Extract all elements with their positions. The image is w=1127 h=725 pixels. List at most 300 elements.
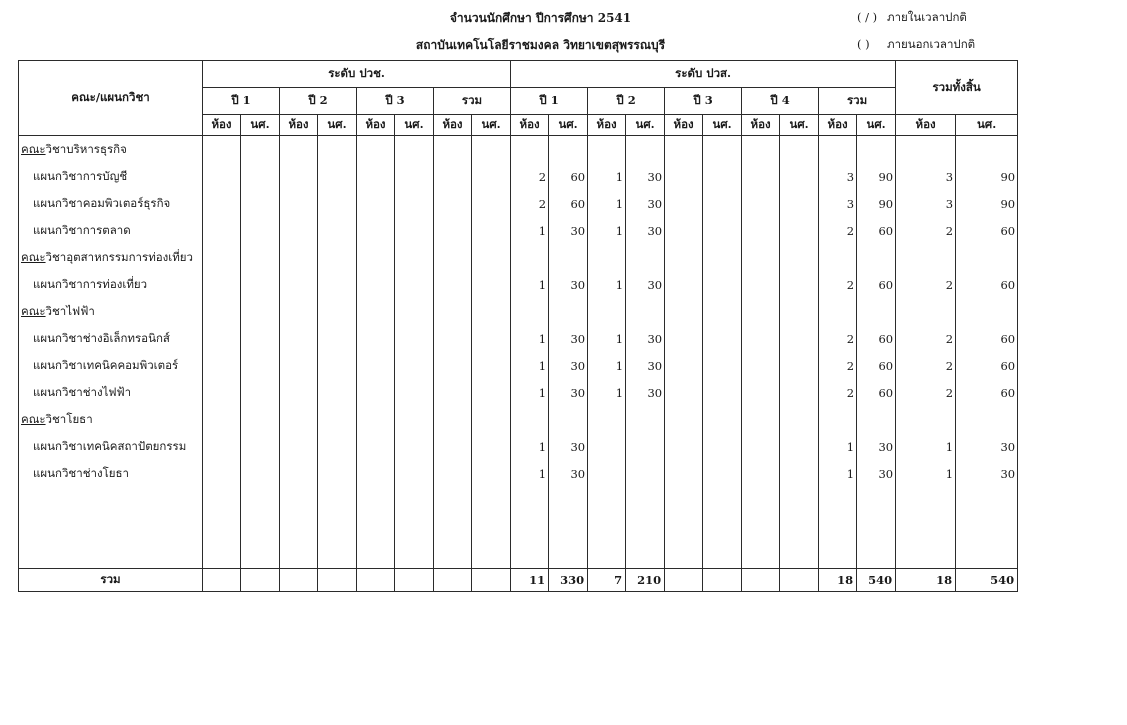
room-count-cell <box>203 190 241 217</box>
room-count-cell: 3 <box>819 163 857 190</box>
room-count-cell <box>203 244 241 271</box>
student-count-cell <box>241 271 280 298</box>
faculty-prefix: คณะ <box>21 141 46 156</box>
room-count-cell <box>665 433 703 460</box>
student-count-cell <box>472 190 511 217</box>
student-count-cell: 60 <box>549 190 588 217</box>
room-count-cell <box>357 163 395 190</box>
room-count-cell <box>742 163 780 190</box>
room-count-cell: 1 <box>588 163 626 190</box>
room-count-cell: 1 <box>511 352 549 379</box>
student-count-cell <box>703 487 742 514</box>
student-count-cell <box>703 325 742 352</box>
room-count-cell <box>203 406 241 433</box>
room-count-cell <box>896 136 956 164</box>
pvs-total-header: รวม <box>819 88 896 115</box>
room-count-cell <box>434 163 472 190</box>
student-count-cell: 60 <box>857 325 896 352</box>
student-count-cell: 90 <box>857 163 896 190</box>
student-count-cell <box>703 190 742 217</box>
room-count-cell: 2 <box>896 217 956 244</box>
department-name: แผนกวิชาเทคนิคสถาปัตยกรรม <box>19 433 203 460</box>
room-count-cell <box>896 487 956 514</box>
student-count-cell <box>395 163 434 190</box>
sub-header-student: นศ. <box>626 115 665 136</box>
room-count-cell <box>434 433 472 460</box>
student-count-cell: 30 <box>549 433 588 460</box>
room-count-cell <box>742 271 780 298</box>
student-count-cell <box>472 379 511 406</box>
room-count-cell <box>896 541 956 569</box>
student-count-cell <box>780 190 819 217</box>
sub-header-student: นศ. <box>956 115 1018 136</box>
faculty-column-header: คณะ/แผนกวิชา <box>19 61 203 136</box>
student-count-cell <box>241 433 280 460</box>
sub-header-student: นศ. <box>549 115 588 136</box>
room-count-cell <box>434 379 472 406</box>
faculty-name <box>19 406 203 433</box>
student-count-cell: 60 <box>857 352 896 379</box>
room-count-cell <box>588 406 626 433</box>
room-count-cell <box>665 217 703 244</box>
student-count-cell <box>780 487 819 514</box>
student-count-cell: 90 <box>956 163 1018 190</box>
room-count-cell <box>203 325 241 352</box>
room-count-cell: 1 <box>511 433 549 460</box>
student-count-cell <box>241 190 280 217</box>
room-count-cell <box>742 514 780 541</box>
pvs-year-header: ปี 3 <box>665 88 742 115</box>
room-count-cell <box>280 487 318 514</box>
department-row <box>19 271 1018 298</box>
student-count-cell <box>703 541 742 569</box>
student-count-cell <box>626 460 665 487</box>
room-count-cell: 1 <box>511 271 549 298</box>
room-count-cell <box>665 244 703 271</box>
student-count-cell <box>318 460 357 487</box>
option-out-mark: ( ) <box>857 37 870 51</box>
room-count-cell <box>203 298 241 325</box>
student-count-cell <box>956 406 1018 433</box>
total-room-cell: 7 <box>588 569 626 592</box>
room-count-cell <box>665 406 703 433</box>
student-count-cell <box>241 487 280 514</box>
student-count-cell <box>780 298 819 325</box>
room-count-cell: 1 <box>588 379 626 406</box>
student-count-cell <box>549 487 588 514</box>
room-count-cell <box>357 406 395 433</box>
student-count-cell <box>857 406 896 433</box>
student-count-cell <box>395 379 434 406</box>
room-count-cell <box>280 433 318 460</box>
pvc-total-header: รวม <box>434 88 511 115</box>
student-count-cell <box>318 406 357 433</box>
room-count-cell: 2 <box>511 190 549 217</box>
room-count-cell <box>280 298 318 325</box>
room-count-cell <box>588 244 626 271</box>
room-count-cell <box>203 352 241 379</box>
room-count-cell <box>665 460 703 487</box>
room-count-cell: 1 <box>511 379 549 406</box>
student-count-cell <box>780 433 819 460</box>
faculty-name <box>19 298 203 325</box>
student-count-cell <box>395 244 434 271</box>
pvc-level-header: ระดับ ปวช. <box>203 61 511 88</box>
student-count-cell <box>472 487 511 514</box>
student-count-cell: 30 <box>626 190 665 217</box>
room-count-cell <box>742 379 780 406</box>
student-count-cell: 60 <box>956 217 1018 244</box>
student-count-cell <box>780 271 819 298</box>
room-count-cell: 3 <box>896 163 956 190</box>
student-count-cell <box>857 541 896 569</box>
room-count-cell <box>357 541 395 569</box>
student-count-cell <box>703 460 742 487</box>
room-count-cell <box>665 514 703 541</box>
total-student-cell <box>472 569 511 592</box>
student-count-cell <box>472 406 511 433</box>
blank-row <box>19 541 1018 569</box>
student-count-cell <box>395 271 434 298</box>
student-count-cell <box>318 136 357 164</box>
student-count-cell: 60 <box>549 163 588 190</box>
student-count-cell <box>626 136 665 164</box>
room-count-cell <box>819 136 857 164</box>
room-count-cell <box>742 406 780 433</box>
student-count-cell <box>549 136 588 164</box>
department-name: แผนกวิชาการบัญชี <box>19 163 203 190</box>
student-count-cell <box>472 271 511 298</box>
room-count-cell: 2 <box>896 325 956 352</box>
total-room-cell: 18 <box>819 569 857 592</box>
student-count-cell <box>780 514 819 541</box>
faculty-prefix: คณะ <box>21 303 46 318</box>
student-count-cell <box>395 217 434 244</box>
room-count-cell <box>434 460 472 487</box>
room-count-cell <box>434 298 472 325</box>
option-out-label: ภายนอกเวลาปกติ <box>887 37 976 51</box>
student-count-cell: 30 <box>549 352 588 379</box>
student-count-cell: 30 <box>626 217 665 244</box>
room-count-cell: 2 <box>819 325 857 352</box>
student-count-cell <box>472 541 511 569</box>
room-count-cell <box>742 244 780 271</box>
total-student-cell: 540 <box>956 569 1018 592</box>
student-count-cell <box>780 460 819 487</box>
student-count-cell: 30 <box>626 271 665 298</box>
room-count-cell <box>588 298 626 325</box>
room-count-cell: 1 <box>819 460 857 487</box>
room-count-cell <box>742 433 780 460</box>
student-count-cell <box>395 325 434 352</box>
room-count-cell <box>588 136 626 164</box>
student-count-cell <box>703 163 742 190</box>
pvc-year-header: ปี 3 <box>357 88 434 115</box>
room-count-cell <box>280 325 318 352</box>
student-count-cell <box>780 325 819 352</box>
room-count-cell <box>665 352 703 379</box>
total-room-cell <box>280 569 318 592</box>
option-in-mark: ( / ) <box>857 10 878 24</box>
department-name: แผนกวิชาคอมพิวเตอร์ธุรกิจ <box>19 190 203 217</box>
institution-name: สถาบันเทคโนโลยีราชมงคล วิทยาเขตสุพรรณบุรี <box>415 38 666 52</box>
room-count-cell <box>511 244 549 271</box>
student-count-cell: 60 <box>956 352 1018 379</box>
student-count-cell <box>318 163 357 190</box>
department-name: แผนกวิชาช่างอิเล็กทรอนิกส์ <box>19 325 203 352</box>
room-count-cell <box>742 460 780 487</box>
student-count-cell <box>780 217 819 244</box>
student-count-cell: 60 <box>956 379 1018 406</box>
department-name: แผนกวิชาการท่องเที่ยว <box>19 271 203 298</box>
student-count-cell <box>241 460 280 487</box>
room-count-cell <box>357 271 395 298</box>
student-count-cell <box>956 298 1018 325</box>
room-count-cell: 2 <box>896 379 956 406</box>
student-count-cell <box>472 460 511 487</box>
student-count-cell: 30 <box>956 460 1018 487</box>
student-count-cell <box>549 514 588 541</box>
room-count-cell: 1 <box>588 325 626 352</box>
student-count-cell <box>395 433 434 460</box>
student-count-cell <box>395 541 434 569</box>
room-count-cell <box>742 325 780 352</box>
sub-header-student: นศ. <box>780 115 819 136</box>
room-count-cell <box>203 433 241 460</box>
student-count-cell: 30 <box>857 433 896 460</box>
faculty-row <box>19 406 1018 433</box>
room-count-cell <box>665 136 703 164</box>
room-count-cell: 2 <box>511 163 549 190</box>
sub-header-room: ห้อง <box>742 115 780 136</box>
student-count-cell <box>626 244 665 271</box>
faculty-row <box>19 136 1018 164</box>
student-count-cell <box>780 244 819 271</box>
student-count-cell <box>395 460 434 487</box>
room-count-cell <box>819 514 857 541</box>
student-count-cell <box>703 406 742 433</box>
room-count-cell: 1 <box>511 460 549 487</box>
room-count-cell <box>280 163 318 190</box>
grand-total-header: รวมทั้งสิ้น <box>896 61 1018 115</box>
student-count-cell: 30 <box>626 163 665 190</box>
student-count-cell <box>857 487 896 514</box>
student-count-cell: 90 <box>956 190 1018 217</box>
room-count-cell: 1 <box>588 352 626 379</box>
student-count-cell <box>395 136 434 164</box>
room-count-cell <box>434 244 472 271</box>
room-count-cell: 1 <box>896 433 956 460</box>
student-count-cell: 30 <box>549 271 588 298</box>
student-count-cell <box>241 298 280 325</box>
room-count-cell <box>511 514 549 541</box>
student-count-cell <box>956 514 1018 541</box>
room-count-cell: 1 <box>511 325 549 352</box>
student-count-cell <box>703 217 742 244</box>
room-count-cell <box>511 298 549 325</box>
sub-header-room: ห้อง <box>357 115 395 136</box>
room-count-cell <box>280 271 318 298</box>
sub-header-room: ห้อง <box>280 115 318 136</box>
room-count-cell <box>588 433 626 460</box>
room-count-cell <box>742 136 780 164</box>
student-count-table <box>18 60 1018 592</box>
student-count-cell <box>318 379 357 406</box>
room-count-cell <box>434 541 472 569</box>
student-count-cell <box>626 541 665 569</box>
department-name: แผนกวิชาเทคนิคคอมพิวเตอร์ <box>19 352 203 379</box>
pvc-year-header: ปี 1 <box>203 88 280 115</box>
room-count-cell <box>280 379 318 406</box>
room-count-cell <box>280 514 318 541</box>
student-count-cell: 60 <box>956 325 1018 352</box>
sub-header-room: ห้อง <box>511 115 549 136</box>
student-count-cell: 60 <box>956 271 1018 298</box>
room-count-cell <box>357 460 395 487</box>
student-count-cell: 90 <box>857 190 896 217</box>
student-count-cell <box>318 298 357 325</box>
pvs-level-header: ระดับ ปวส. <box>511 61 896 88</box>
room-count-cell <box>203 217 241 244</box>
student-count-cell <box>549 541 588 569</box>
room-count-cell <box>434 406 472 433</box>
student-count-cell <box>241 379 280 406</box>
room-count-cell <box>357 244 395 271</box>
room-count-cell <box>819 244 857 271</box>
student-count-cell <box>626 487 665 514</box>
room-count-cell <box>280 244 318 271</box>
student-count-cell <box>780 136 819 164</box>
student-count-cell <box>472 325 511 352</box>
student-count-cell <box>703 514 742 541</box>
student-count-cell <box>395 514 434 541</box>
room-count-cell <box>434 190 472 217</box>
student-count-cell <box>241 163 280 190</box>
room-count-cell <box>357 190 395 217</box>
room-count-cell <box>588 514 626 541</box>
student-count-cell: 60 <box>857 217 896 244</box>
student-count-cell: 30 <box>549 325 588 352</box>
faculty-name <box>19 136 203 164</box>
room-count-cell <box>665 487 703 514</box>
student-count-cell <box>956 487 1018 514</box>
student-count-cell: 30 <box>956 433 1018 460</box>
student-count-cell <box>395 352 434 379</box>
room-count-cell <box>434 352 472 379</box>
department-name: แผนกวิชาช่างไฟฟ้า <box>19 379 203 406</box>
total-student-cell: 540 <box>857 569 896 592</box>
option-in-label: ภายในเวลาปกติ <box>887 10 967 24</box>
department-row <box>19 379 1018 406</box>
sub-header-room: ห้อง <box>434 115 472 136</box>
room-count-cell <box>665 190 703 217</box>
pvs-year-header: ปี 4 <box>742 88 819 115</box>
sub-header-student: นศ. <box>395 115 434 136</box>
student-count-cell <box>318 352 357 379</box>
total-room-cell <box>434 569 472 592</box>
student-count-cell <box>549 406 588 433</box>
room-count-cell: 2 <box>896 352 956 379</box>
student-count-cell <box>956 244 1018 271</box>
student-count-cell: 30 <box>549 217 588 244</box>
student-count-cell <box>472 136 511 164</box>
room-count-cell: 2 <box>819 271 857 298</box>
room-count-cell: 1 <box>896 460 956 487</box>
room-count-cell <box>280 217 318 244</box>
sub-header-room: ห้อง <box>819 115 857 136</box>
faculty-label: วิชาบริหารธุรกิจ <box>45 141 127 156</box>
student-count-cell <box>318 271 357 298</box>
sub-header-room: ห้อง <box>665 115 703 136</box>
room-count-cell <box>203 163 241 190</box>
student-count-cell <box>780 379 819 406</box>
room-count-cell: 1 <box>511 217 549 244</box>
department-name <box>19 541 203 569</box>
total-room-cell <box>357 569 395 592</box>
student-count-cell <box>857 136 896 164</box>
room-count-cell <box>434 514 472 541</box>
total-row-label: รวม <box>19 569 203 592</box>
room-count-cell <box>819 541 857 569</box>
student-count-cell <box>241 541 280 569</box>
room-count-cell: 2 <box>896 271 956 298</box>
sub-header-student: นศ. <box>472 115 511 136</box>
room-count-cell <box>434 487 472 514</box>
faculty-prefix: คณะ <box>21 249 46 264</box>
student-count-cell <box>472 298 511 325</box>
student-count-cell <box>318 244 357 271</box>
room-count-cell <box>742 190 780 217</box>
room-count-cell <box>819 406 857 433</box>
faculty-label: วิชาโยธา <box>45 411 93 426</box>
student-count-cell: 30 <box>549 460 588 487</box>
room-count-cell <box>280 190 318 217</box>
room-count-cell: 2 <box>819 379 857 406</box>
total-student-cell <box>703 569 742 592</box>
room-count-cell: 1 <box>588 271 626 298</box>
option-out-hours <box>857 36 975 54</box>
student-count-cell <box>703 298 742 325</box>
student-count-cell <box>626 433 665 460</box>
student-count-cell <box>318 487 357 514</box>
room-count-cell <box>357 298 395 325</box>
student-count-cell <box>318 190 357 217</box>
student-count-cell <box>956 136 1018 164</box>
room-count-cell <box>896 298 956 325</box>
student-count-cell <box>241 514 280 541</box>
total-student-cell <box>318 569 357 592</box>
student-count-cell <box>472 217 511 244</box>
room-count-cell <box>357 136 395 164</box>
room-count-cell: 3 <box>896 190 956 217</box>
department-name: แผนกวิชาช่างโยธา <box>19 460 203 487</box>
student-count-cell <box>780 406 819 433</box>
room-count-cell <box>357 514 395 541</box>
student-count-cell: 30 <box>626 379 665 406</box>
student-count-cell <box>549 244 588 271</box>
room-count-cell: 1 <box>588 217 626 244</box>
student-count-cell <box>318 514 357 541</box>
room-count-cell <box>434 325 472 352</box>
total-room-cell <box>203 569 241 592</box>
room-count-cell <box>511 541 549 569</box>
total-student-cell: 330 <box>549 569 588 592</box>
room-count-cell: 2 <box>819 217 857 244</box>
student-count-cell <box>241 325 280 352</box>
sub-header-room: ห้อง <box>588 115 626 136</box>
student-count-cell <box>318 433 357 460</box>
pvs-year-header: ปี 1 <box>511 88 588 115</box>
